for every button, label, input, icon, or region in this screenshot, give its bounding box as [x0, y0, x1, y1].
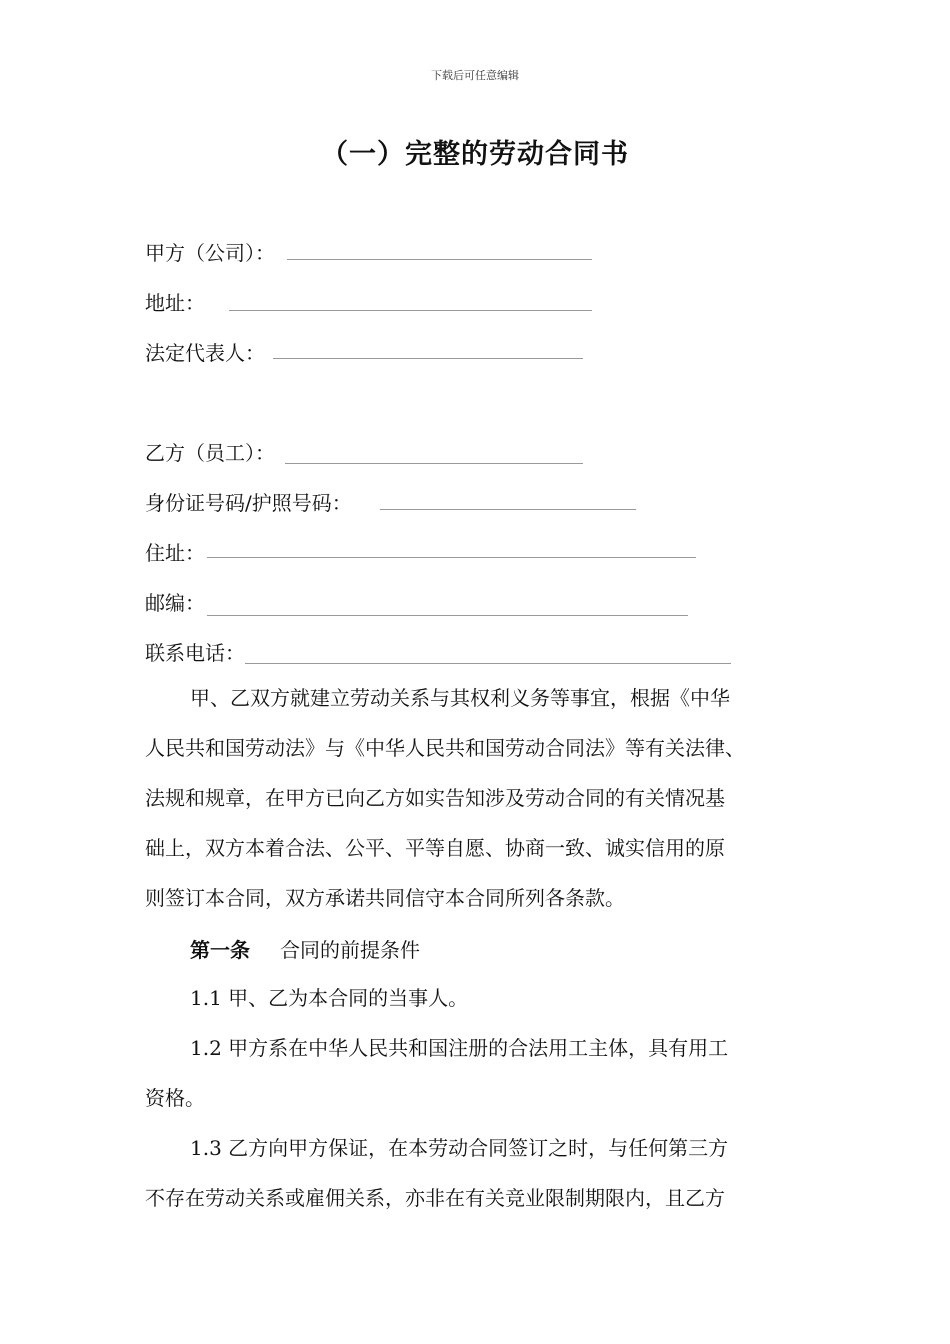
preamble-line-3: 法规和规章，在甲方已向乙方如实告知涉及劳动合同的有关情况基 — [145, 786, 725, 810]
party-b-phone-blank[interactable] — [245, 663, 731, 664]
preamble-line-5: 则签订本合同，双方承诺共同信守本合同所列各条款。 — [145, 886, 625, 910]
preamble-line-2: 人民共和国劳动法》与《中华人民共和国劳动合同法》等有关法律、 — [145, 736, 745, 760]
preamble-line-1: 甲、乙双方就建立劳动关系与其权利义务等事宜，根据《中华 — [190, 686, 730, 710]
header-note: 下载后可任意编辑 — [431, 69, 519, 82]
party-b-address-label: 住址： — [145, 541, 205, 565]
preamble-paragraph — [145, 673, 845, 923]
clause-1-2-line-1: 1.2 甲方系在中华人民共和国注册的合法用工主体，具有用工 — [190, 1036, 729, 1060]
article-1-title: 合同的前提条件 — [280, 938, 420, 962]
party-b-address-blank[interactable] — [207, 557, 696, 558]
party-a-representative-label: 法定代表人： — [145, 341, 265, 365]
clause-1-3-line-2: 不存在劳动关系或雇佣关系，亦非在有关竞业限制期限内，且乙方 — [145, 1186, 725, 1210]
party-b-id-blank[interactable] — [380, 509, 636, 510]
preamble-line-4: 础上，双方本着合法、公平、平等自愿、协商一致、诚实信用的原 — [145, 836, 725, 860]
party-b-employee-blank[interactable] — [285, 463, 583, 464]
clause-1-3-line-1: 1.3 乙方向甲方保证，在本劳动合同签订之时，与任何第三方 — [190, 1136, 729, 1160]
clauses-block — [145, 973, 845, 1223]
party-a-representative-blank[interactable] — [273, 358, 583, 359]
party-b-employee-label: 乙方（员工）： — [145, 441, 275, 465]
party-b-id-label: 身份证号码/护照号码： — [145, 491, 352, 515]
article-1-heading — [190, 934, 420, 963]
party-a-address-label: 地址： — [145, 291, 205, 315]
party-b-phone-label: 联系电话： — [145, 641, 245, 665]
article-1-number: 第一条 — [190, 938, 250, 962]
party-b-postcode-label: 邮编： — [145, 591, 205, 615]
party-b-postcode-blank[interactable] — [207, 615, 688, 616]
clause-1-2-line-2: 资格。 — [145, 1086, 205, 1110]
party-a-company-label: 甲方（公司）： — [145, 241, 275, 265]
party-a-company-blank[interactable] — [287, 259, 592, 260]
party-a-address-blank[interactable] — [229, 310, 592, 311]
document-title: （一）完整的劳动合同书 — [321, 139, 629, 170]
clause-1-1: 1.1 甲、乙为本合同的当事人。 — [190, 986, 469, 1010]
